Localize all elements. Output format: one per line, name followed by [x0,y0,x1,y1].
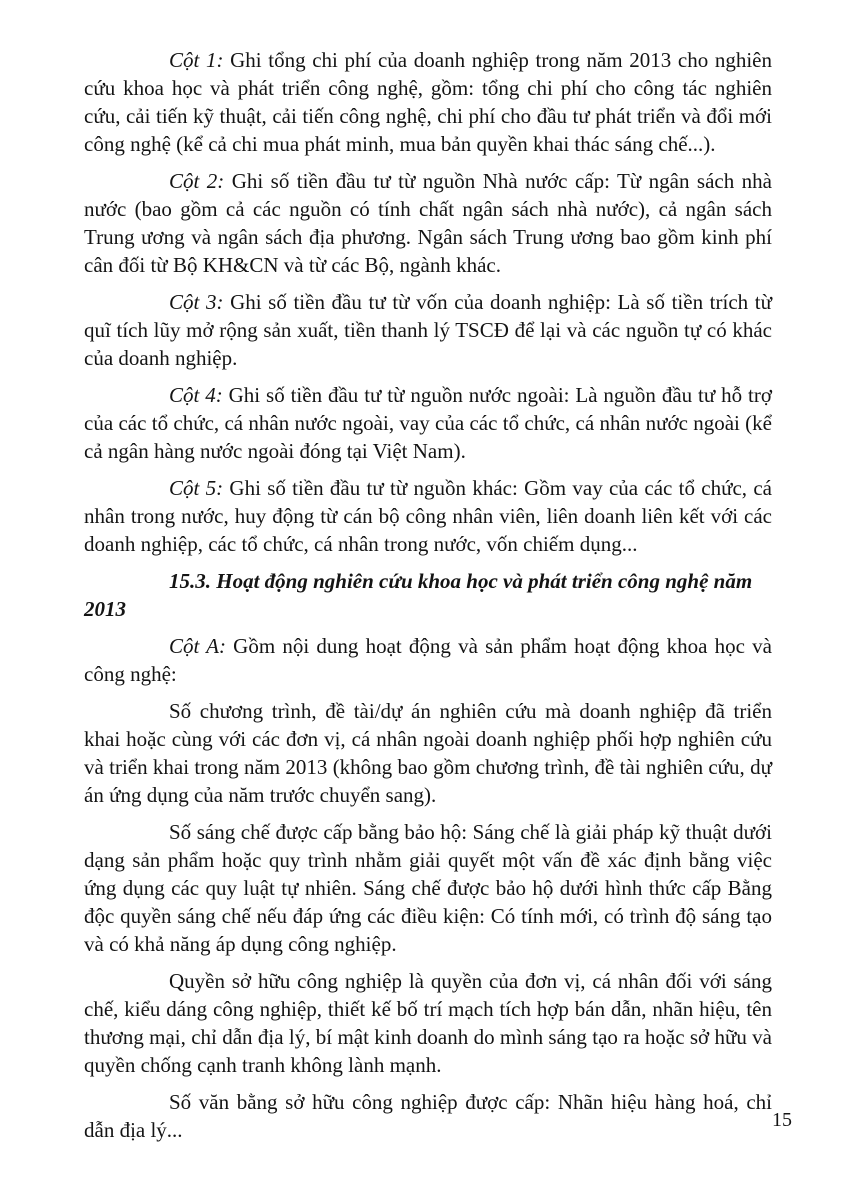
section-heading-text: 15.3. Hoạt động nghiên cứu khoa học và phát triển công nghệ năm 2013 [84,569,753,621]
document-body [84,46,772,1153]
paragraph-lead: Cột 3: [169,290,224,314]
paragraph-lead: Cột 5: [169,476,224,500]
section-heading-15-3 [84,567,772,623]
paragraph-lead: Cột A: [169,634,226,658]
paragraph-quyen-so-huu [84,967,772,1079]
paragraph-text: Ghi số tiền đầu tư từ nguồn Nhà nước cấp: Từ ngân sách nhà nước (bao gồm cả các nguồn có tính chất ngân sách nhà nước), cả ngân sách Trung ương và ngân sách địa phương. Ngân sách Trung ương bao gồm kinh phí cân đối từ Bộ KH&CN và từ các Bộ, ngành khác. [84,169,772,277]
paragraph-cot-4 [84,381,772,465]
paragraph-text: Gồm nội dung hoạt động và sản phẩm hoạt động khoa học và công nghệ: [84,634,772,686]
paragraph-text: Ghi tổng chi phí của doanh nghiệp trong năm 2013 cho nghiên cứu khoa học và phát triển công nghệ, gồm: tổng chi phí cho công tác nghiên cứu, cải tiến kỹ thuật, cải tiến công nghệ, chi phí cho đầu tư phát triển và đổi mới công nghệ (kể cả chi mua phát minh, mua bản quyền khai thác sáng chế...). [84,48,773,156]
paragraph-so-sang-che [84,818,772,958]
paragraph-cot-1 [84,46,772,158]
paragraph-text: Ghi số tiền đầu tư từ nguồn khác: Gồm vay của các tổ chức, cá nhân trong nước, huy động từ cán bộ công nhân viên, liên doanh liên kết với các doanh nghiệp, các tổ chức, cá nhân trong nước, vốn chiếm dụng... [84,476,772,556]
paragraph-so-chuong-trinh [84,697,772,809]
paragraph-so-van-bang [84,1088,772,1144]
paragraph-text: Số chương trình, đề tài/dự án nghiên cứu mà doanh nghiệp đã triển khai hoặc cùng với các đơn vị, cá nhân ngoài doanh nghiệp phối hợp nghiên cứu và triển khai trong năm 2013 (không bao gồm chương trình, đề tài nghiên cứu, dự án ứng dụng của năm trước chuyển sang). [84,699,772,807]
paragraph-text: Số sáng chế được cấp bằng bảo hộ: Sáng chế là giải pháp kỹ thuật dưới dạng sản phẩm hoặc quy trình nhằm giải quyết một vấn đề xác định bằng việc ứng dụng các quy luật tự nhiên. Sáng chế được bảo hộ dưới hình thức cấp Bằng độc quyền sáng chế nếu đáp ứng các điều kiện: Có tính mới, có trình độ sáng tạo và có khả năng áp dụng công nghiệp. [84,820,772,956]
paragraph-text: Số văn bằng sở hữu công nghiệp được cấp: Nhãn hiệu hàng hoá, chỉ dẫn địa lý... [84,1090,772,1142]
paragraph-cot-a [84,632,772,688]
paragraph-lead: Cột 1: [169,48,224,72]
paragraph-lead: Cột 4: [169,383,223,407]
page-number: 15 [772,1109,792,1131]
paragraph-text: Ghi số tiền đầu tư từ vốn của doanh nghiệp: Là số tiền trích từ quĩ tích lũy mở rộng sản xuất, tiền thanh lý TSCĐ để lại và các nguồn tự có khác của doanh nghiệp. [84,290,772,370]
paragraph-lead: Cột 2: [169,169,225,193]
paragraph-cot-2 [84,167,772,279]
paragraph-text: Quyền sở hữu công nghiệp là quyền của đơn vị, cá nhân đối với sáng chế, kiểu dáng công nghiệp, thiết kế bố trí mạch tích hợp bán dẫn, nhãn hiệu, tên thương mại, chỉ dẫn địa lý, bí mật kinh doanh do mình sáng tạo ra hoặc sở hữu và quyền chống cạnh tranh không lành mạnh. [84,969,772,1077]
paragraph-cot-5 [84,474,772,558]
paragraph-text: Ghi số tiền đầu tư từ nguồn nước ngoài: Là nguồn đầu tư hỗ trợ của các tổ chức, cá nhân nước ngoài, vay của các tổ chức, cá nhân nước ngoài (kể cả ngân hàng nước ngoài đóng tại Việt Nam). [84,383,772,463]
paragraph-cot-3 [84,288,772,372]
